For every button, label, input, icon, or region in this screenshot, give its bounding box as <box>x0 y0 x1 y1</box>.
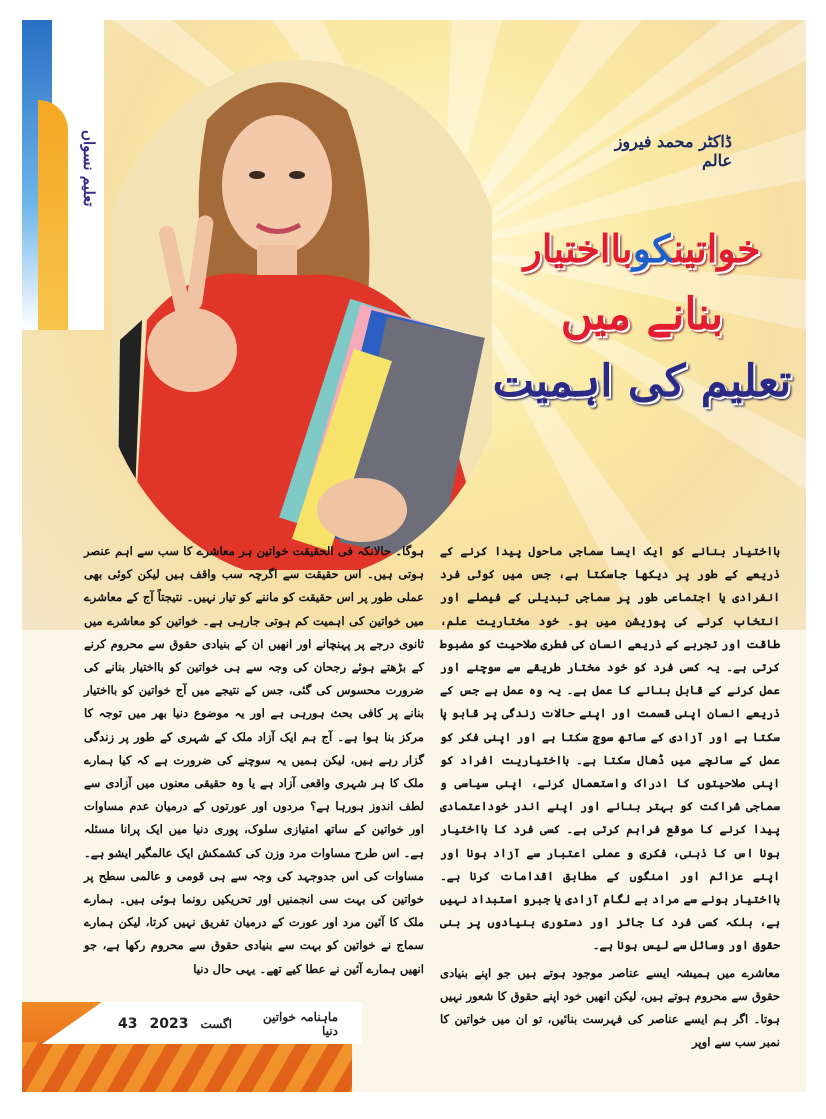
headline-line-2: بنانے میں <box>560 288 724 340</box>
headline-line-1 <box>492 225 792 273</box>
headline-word-ko: کو <box>632 226 674 271</box>
article-paragraph: معاشرے میں ہمیشہ ایسے عناصر موجود ہوتے ہیں جو اپنے بنیادی حقوق سے محروم ہوتے ہیں، لیکن انھیں خود اپنے حقوق کا شعور نہیں ہوتا۔ اگر ہم ایسے عناصر کی فہرست بنائیں، تو ان میں خواتین کا نمبر سب سے اوپر <box>440 965 780 1050</box>
footer-stripes <box>22 1042 352 1092</box>
magazine-page <box>22 20 806 1092</box>
article-paragraph: بااختیار بنانے کو ایک ایسا سماجی ماحول پیدا کرنے کے ذریعے کے طور پر دیکھا جاسکتا ہے، جس میں کوئی فرد انفرادی یا اجتماعی طور پر سماجی تبدیلی کے فیصلے اور انتخاب کرنے کی پوزیشن میں ہو۔ خود مختاریت علم، طاقت اور تجربے کے ذریعے انسان کی فطری صلاحیت کو مضبوط کرتی ہے۔ یہ کسی فرد کو خود مختار طریقے سے سوچنے اور عمل کرنے کے قابل بنانے کا عمل ہے۔ یہ وہ عمل ہے جس کے ذریعے انسان اپنی قسمت اور اپنے حالات زندگی پر قابو پا سکتا ہے اور آزادی کے ساتھ سوچ سکتا ہے اور اپنی فکر کو عمل کے سانچے میں ڈھال سکتا ہے۔ بااختیاریت افراد کو اپنی صلاحیتوں کا ادراک واستعمال کرنے، اپنی سیاسی و سماجی شراکت کو بہتر بنانے اور اپنے اندر خوداعتمادی پیدا کرنے کا موقع فراہم کرتی ہے۔ کسی فرد کا بااختیار ہونا اس کا ذہنی، فکری و عملی اعتبار سے آزاد ہونا اور اپنے عزائم اور امنگوں کے مطابق اقدامات کرنا ہے۔ بااختیار ہونے سے مراد بے لگام آزادی یا جبرو استبداد نہیں ہے، بلکہ کسی فرد کا جائز اور دستوری بنیادوں پر بنی حقوق اور وسائل سے لیس ہونا ہے۔ <box>440 544 780 953</box>
author-byline: ڈاکٹر محمد فیروز عالم <box>614 132 732 170</box>
article-column-left <box>84 540 424 985</box>
hero-photo-woman-with-folders <box>112 50 492 570</box>
issue-year: 2023 <box>149 1016 189 1032</box>
section-label: تعلیم نسواں <box>80 130 98 207</box>
section-tab-orange-stripe <box>38 100 68 330</box>
headline-word-women: خواتین <box>673 226 761 271</box>
article-column-right <box>440 540 780 1058</box>
headline-word-empowered: بااختیار <box>523 226 633 271</box>
headline <box>492 225 792 409</box>
issue-month: اگست <box>200 1017 232 1031</box>
article-paragraph: ہوگا۔ حالانکہ فی الحقیقت خواتین ہر معاشرے کا سب سے اہم عنصر ہوتی ہیں۔ اس حقیقت سے اگرچہ سب واقف ہیں لیکن کوئی بھی عملی طور پر اس حقیقت کو ماننے کو تیار نہیں۔ نتیجتاً آج کے معاشرے میں خواتین کی اہمیت کم ہوتی جارہی ہے۔ خواتین کو معاشرے میں ثانوی درجے پر پہنچانے اور انھیں ان کے بنیادی حقوق سے محروم کرنے کے بڑھتے ہوئے رجحان کی وجہ سے ہی خواتین کو بااختیار بنانے کی ضرورت محسوس کی گئی، جس کے نتیجے میں آج خواتین کو بااختیار بنانے پر کافی بحث ہورہی ہے اور یہ موضوع دنیا بھر میں توجہ کا مرکز بنا ہوا ہے۔ آج ہم ایک آزاد ملک کے شہری کے طور پر زندگی گزار رہے ہیں، لیکن ہمیں یہ سوچنے کی ضرورت ہے کہ کیا ہمارے ملک کا ہر شہری واقعی آزاد ہے یا وہ حقیقی معنوں میں آزادی سے لطف اندوز ہورہا ہے؟ مردوں اور عورتوں کے درمیان عدم مساوات اور خواتین کے ساتھ امتیازی سلوک، پوری دنیا میں ایک پرانا مسئلہ ہے۔ اس طرح مساوات مرد وزن کی کشمکش ایک عالمگیر ایشو ہے۔ مساوات کی اس جدوجہد کی وجہ سے ہی قومی و عالمی سطح پر خواتین کی بہت سی انجمنیں اور تحریکیں رونما ہوئی ہیں۔ ہمارے ملک کا آئین مرد اور عورت کے درمیان تفریق نہیں کرتا، لیکن ہمارے سماج نے خواتین کو بہت سے بنیادی حقوق سے محروم رکھا ہے، جو انھیں ہمارے آئین نے عطا کیے تھے۔ یہی حال دنیا <box>84 544 424 976</box>
headline-line-3: تعلیم کی اہمیت <box>492 355 792 407</box>
page-number: 43 <box>118 1016 138 1032</box>
footer-info <box>118 1012 338 1036</box>
page-footer <box>22 1002 806 1092</box>
magazine-name: ماہنامہ خواتین دنیا <box>262 1010 338 1038</box>
section-tab <box>22 20 104 330</box>
